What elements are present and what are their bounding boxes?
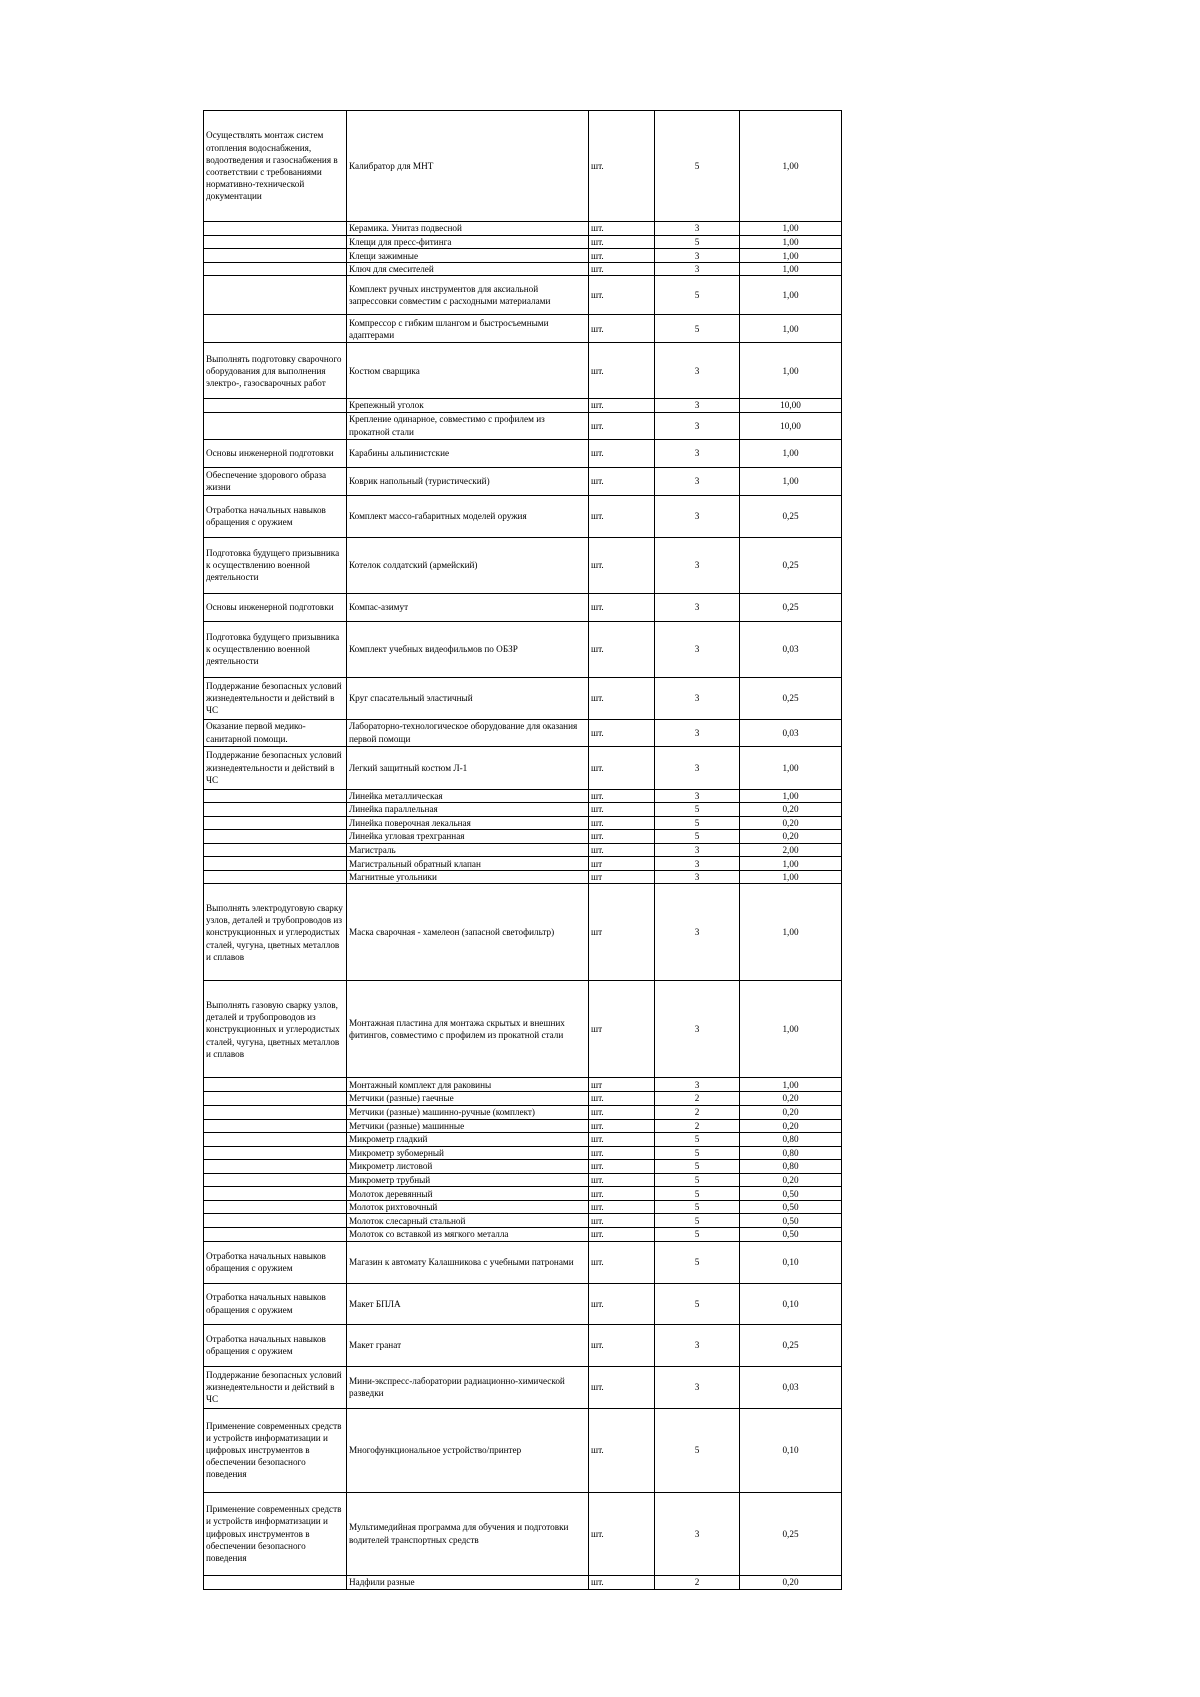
item-cell: Крепежный уголок xyxy=(347,399,589,412)
coefficient-cell: 1,00 xyxy=(740,871,842,884)
unit-cell: шт xyxy=(589,884,655,981)
quantity-cell: 5 xyxy=(655,236,740,249)
unit-cell: шт. xyxy=(589,1174,655,1187)
item-cell: Мультимедийная программа для обучения и подготовки водителей транспортных средств xyxy=(347,1492,589,1575)
quantity-cell: 5 xyxy=(655,276,740,315)
unit-cell: шт xyxy=(589,1078,655,1092)
coefficient-cell: 0,20 xyxy=(740,830,842,844)
unit-cell: шт. xyxy=(589,467,655,495)
table-row xyxy=(204,1119,842,1132)
quantity-cell: 5 xyxy=(655,1132,740,1146)
unit-cell: шт. xyxy=(589,1366,655,1408)
item-cell: Монтажный комплект для раковины xyxy=(347,1078,589,1092)
unit-cell: шт. xyxy=(589,1132,655,1146)
table-row xyxy=(204,1132,842,1146)
coefficient-cell: 1,00 xyxy=(740,276,842,315)
coefficient-cell: 1,00 xyxy=(740,1078,842,1092)
table-row xyxy=(204,249,842,263)
quantity-cell: 3 xyxy=(655,746,740,789)
item-cell: Макет гранат xyxy=(347,1324,589,1366)
table-row xyxy=(204,495,842,537)
unit-cell: шт. xyxy=(589,315,655,343)
activity-cell: Оказание первой медико-санитарной помощи. xyxy=(204,719,347,746)
quantity-cell: 3 xyxy=(655,789,740,802)
activity-cell xyxy=(204,236,347,249)
activity-cell xyxy=(204,871,347,884)
table-row xyxy=(204,343,842,399)
quantity-cell: 5 xyxy=(655,1146,740,1159)
activity-cell xyxy=(204,412,347,439)
activity-cell: Выполнять газовую сварку узлов, деталей и трубопроводов из конструкционных и углеродистых сталей, чугуна, цветных металлов и сплавов xyxy=(204,981,347,1078)
coefficient-cell: 0,10 xyxy=(740,1283,842,1324)
item-cell: Линейка металлическая xyxy=(347,789,589,802)
item-cell: Микрометр зубомерный xyxy=(347,1146,589,1159)
quantity-cell: 3 xyxy=(655,1366,740,1408)
quantity-cell: 5 xyxy=(655,1283,740,1324)
table-row xyxy=(204,1283,842,1324)
table-row xyxy=(204,884,842,981)
table-row xyxy=(204,1092,842,1105)
quantity-cell: 5 xyxy=(655,816,740,829)
unit-cell: шт. xyxy=(589,802,655,816)
unit-cell: шт. xyxy=(589,746,655,789)
quantity-cell: 5 xyxy=(655,1160,740,1174)
item-cell: Монтажная пластина для монтажа скрытых и внешних фитингов, совместимо с профилем из прокатной стали xyxy=(347,981,589,1078)
quantity-cell: 3 xyxy=(655,981,740,1078)
quantity-cell: 3 xyxy=(655,412,740,439)
quantity-cell: 5 xyxy=(655,1241,740,1283)
coefficient-cell: 1,00 xyxy=(740,236,842,249)
unit-cell: шт. xyxy=(589,263,655,276)
table-row xyxy=(204,1575,842,1589)
item-cell: Магнитные угольники xyxy=(347,871,589,884)
quantity-cell: 3 xyxy=(655,537,740,593)
quantity-cell: 5 xyxy=(655,315,740,343)
quantity-cell: 3 xyxy=(655,844,740,857)
quantity-cell: 2 xyxy=(655,1092,740,1105)
quantity-cell: 3 xyxy=(655,1078,740,1092)
unit-cell: шт. xyxy=(589,343,655,399)
item-cell: Компас-азимут xyxy=(347,593,589,621)
quantity-cell: 3 xyxy=(655,1324,740,1366)
coefficient-cell: 1,00 xyxy=(740,789,842,802)
activity-cell xyxy=(204,1119,347,1132)
activity-cell xyxy=(204,1078,347,1092)
quantity-cell: 2 xyxy=(655,1575,740,1589)
activity-cell: Отработка начальных навыков обращения с оружием xyxy=(204,1283,347,1324)
item-cell: Метчики (разные) гаечные xyxy=(347,1092,589,1105)
table-row xyxy=(204,537,842,593)
item-cell: Компрессор с гибким шлангом и быстросъемными адаптерами xyxy=(347,315,589,343)
table-row xyxy=(204,1408,842,1492)
item-cell: Молоток слесарный стальной xyxy=(347,1214,589,1228)
unit-cell: шт. xyxy=(589,1201,655,1214)
coefficient-cell: 0,80 xyxy=(740,1160,842,1174)
table-row xyxy=(204,802,842,816)
unit-cell: шт. xyxy=(589,439,655,467)
quantity-cell: 3 xyxy=(655,467,740,495)
quantity-cell: 3 xyxy=(655,871,740,884)
unit-cell: шт. xyxy=(589,593,655,621)
coefficient-cell: 1,00 xyxy=(740,343,842,399)
activity-cell: Применение современных средств и устройств информатизации и цифровых инструментов в обеспечении безопасного поведения xyxy=(204,1492,347,1575)
activity-cell xyxy=(204,1214,347,1228)
quantity-cell: 3 xyxy=(655,593,740,621)
item-cell: Линейка угловая трехгранная xyxy=(347,830,589,844)
quantity-cell: 3 xyxy=(655,439,740,467)
unit-cell: шт. xyxy=(589,830,655,844)
table-row xyxy=(204,1241,842,1283)
quantity-cell: 5 xyxy=(655,1214,740,1228)
quantity-cell: 5 xyxy=(655,830,740,844)
table-row xyxy=(204,222,842,236)
item-cell: Крепление одинарное, совместимо с профилем из прокатной стали xyxy=(347,412,589,439)
activity-cell xyxy=(204,1146,347,1159)
item-cell: Макет БПЛА xyxy=(347,1283,589,1324)
activity-cell xyxy=(204,830,347,844)
activity-cell: Отработка начальных навыков обращения с оружием xyxy=(204,495,347,537)
item-cell: Метчики (разные) машинные xyxy=(347,1119,589,1132)
activity-cell xyxy=(204,249,347,263)
table-row xyxy=(204,1187,842,1201)
activity-cell xyxy=(204,1575,347,1589)
unit-cell: шт. xyxy=(589,1492,655,1575)
coefficient-cell: 0,03 xyxy=(740,1366,842,1408)
item-cell: Ключ для смесителей xyxy=(347,263,589,276)
coefficient-cell: 1,00 xyxy=(740,111,842,222)
activity-cell: Отработка начальных навыков обращения с оружием xyxy=(204,1324,347,1366)
unit-cell: шт. xyxy=(589,249,655,263)
activity-cell: Основы инженерной подготовки xyxy=(204,439,347,467)
coefficient-cell: 1,00 xyxy=(740,439,842,467)
coefficient-cell: 10,00 xyxy=(740,399,842,412)
activity-cell: Осуществлять монтаж систем отопления водоснабжения, водоотведения и газоснабжения в соответствии с требованиями нормативно-технической документации xyxy=(204,111,347,222)
unit-cell: шт. xyxy=(589,1146,655,1159)
coefficient-cell: 0,50 xyxy=(740,1187,842,1201)
coefficient-cell: 0,25 xyxy=(740,593,842,621)
item-cell: Карабины альпинистские xyxy=(347,439,589,467)
item-cell: Молоток со вставкой из мягкого металла xyxy=(347,1228,589,1241)
activity-cell xyxy=(204,1201,347,1214)
unit-cell: шт. xyxy=(589,236,655,249)
quantity-cell: 3 xyxy=(655,263,740,276)
item-cell: Молоток деревянный xyxy=(347,1187,589,1201)
activity-cell: Отработка начальных навыков обращения с оружием xyxy=(204,1241,347,1283)
coefficient-cell: 0,20 xyxy=(740,802,842,816)
item-cell: Магистраль xyxy=(347,844,589,857)
unit-cell: шт. xyxy=(589,1241,655,1283)
coefficient-cell: 1,00 xyxy=(740,263,842,276)
table-row xyxy=(204,1146,842,1159)
activity-cell: Поддержание безопасных условий жизнедеятельности и действий в ЧС xyxy=(204,746,347,789)
activity-cell xyxy=(204,276,347,315)
unit-cell: шт. xyxy=(589,495,655,537)
table-row xyxy=(204,1228,842,1241)
activity-cell xyxy=(204,222,347,236)
activity-cell xyxy=(204,1105,347,1119)
unit-cell: шт. xyxy=(589,1324,655,1366)
table-row xyxy=(204,1105,842,1119)
coefficient-cell: 0,25 xyxy=(740,495,842,537)
quantity-cell: 5 xyxy=(655,802,740,816)
table-row xyxy=(204,746,842,789)
coefficient-cell: 0,25 xyxy=(740,537,842,593)
item-cell: Комплект учебных видеофильмов по ОБЗР xyxy=(347,621,589,677)
coefficient-cell: 0,50 xyxy=(740,1214,842,1228)
unit-cell: шт. xyxy=(589,1160,655,1174)
item-cell: Мини-экспресс-лаборатории радиационно-химической разведки xyxy=(347,1366,589,1408)
activity-cell xyxy=(204,1092,347,1105)
quantity-cell: 3 xyxy=(655,621,740,677)
table-row xyxy=(204,1078,842,1092)
unit-cell: шт. xyxy=(589,537,655,593)
unit-cell: шт. xyxy=(589,1105,655,1119)
activity-cell xyxy=(204,1228,347,1241)
item-cell: Котелок солдатский (армейский) xyxy=(347,537,589,593)
unit-cell: шт. xyxy=(589,222,655,236)
quantity-cell: 3 xyxy=(655,857,740,871)
table-row xyxy=(204,315,842,343)
item-cell: Микрометр трубный xyxy=(347,1174,589,1187)
unit-cell: шт. xyxy=(589,719,655,746)
coefficient-cell: 0,25 xyxy=(740,1324,842,1366)
quantity-cell: 2 xyxy=(655,1105,740,1119)
activity-cell xyxy=(204,1174,347,1187)
quantity-cell: 3 xyxy=(655,222,740,236)
activity-cell xyxy=(204,844,347,857)
table-row xyxy=(204,412,842,439)
table-row xyxy=(204,789,842,802)
coefficient-cell: 0,80 xyxy=(740,1146,842,1159)
coefficient-cell: 0,03 xyxy=(740,719,842,746)
unit-cell: шт xyxy=(589,981,655,1078)
activity-cell: Поддержание безопасных условий жизнедеятельности и действий в ЧС xyxy=(204,677,347,719)
quantity-cell: 3 xyxy=(655,884,740,981)
table-row xyxy=(204,844,842,857)
coefficient-cell: 0,10 xyxy=(740,1241,842,1283)
table-body xyxy=(204,111,842,1590)
item-cell: Клещи зажимные xyxy=(347,249,589,263)
activity-cell: Подготовка будущего призывника к осуществлению военной деятельности xyxy=(204,537,347,593)
coefficient-cell: 0,80 xyxy=(740,1132,842,1146)
table-row xyxy=(204,276,842,315)
activity-cell xyxy=(204,1160,347,1174)
activity-cell: Выполнять электродуговую сварку узлов, деталей и трубопроводов из конструкционных и углеродистых сталей, чугуна, цветных металлов и сплавов xyxy=(204,884,347,981)
quantity-cell: 5 xyxy=(655,111,740,222)
coefficient-cell: 1,00 xyxy=(740,315,842,343)
item-cell: Керамика. Унитаз подвесной xyxy=(347,222,589,236)
coefficient-cell: 0,20 xyxy=(740,1092,842,1105)
activity-cell: Основы инженерной подготовки xyxy=(204,593,347,621)
unit-cell: шт. xyxy=(589,399,655,412)
item-cell: Линейка поверочная лекальная xyxy=(347,816,589,829)
unit-cell: шт. xyxy=(589,1408,655,1492)
activity-cell xyxy=(204,315,347,343)
coefficient-cell: 0,10 xyxy=(740,1408,842,1492)
unit-cell: шт. xyxy=(589,1228,655,1241)
table-row xyxy=(204,439,842,467)
coefficient-cell: 0,20 xyxy=(740,816,842,829)
table-row xyxy=(204,871,842,884)
unit-cell: шт. xyxy=(589,276,655,315)
table-row xyxy=(204,1324,842,1366)
quantity-cell: 5 xyxy=(655,1174,740,1187)
table-row xyxy=(204,236,842,249)
table-row xyxy=(204,1214,842,1228)
unit-cell: шт. xyxy=(589,1119,655,1132)
coefficient-cell: 0,25 xyxy=(740,677,842,719)
table-row xyxy=(204,1160,842,1174)
coefficient-cell: 1,00 xyxy=(740,884,842,981)
coefficient-cell: 1,00 xyxy=(740,746,842,789)
table-row xyxy=(204,593,842,621)
activity-cell: Подготовка будущего призывника к осуществлению военной деятельности xyxy=(204,621,347,677)
coefficient-cell: 0,20 xyxy=(740,1575,842,1589)
quantity-cell: 5 xyxy=(655,1187,740,1201)
quantity-cell: 5 xyxy=(655,1228,740,1241)
table-row xyxy=(204,677,842,719)
unit-cell: шт. xyxy=(589,111,655,222)
quantity-cell: 3 xyxy=(655,249,740,263)
unit-cell: шт. xyxy=(589,1092,655,1105)
table-row xyxy=(204,621,842,677)
unit-cell: шт xyxy=(589,871,655,884)
activity-cell: Применение современных средств и устройств информатизации и цифровых инструментов в обеспечении безопасного поведения xyxy=(204,1408,347,1492)
table-row xyxy=(204,1201,842,1214)
item-cell: Костюм сварщика xyxy=(347,343,589,399)
quantity-cell: 3 xyxy=(655,399,740,412)
coefficient-cell: 1,00 xyxy=(740,222,842,236)
quantity-cell: 2 xyxy=(655,1119,740,1132)
unit-cell: шт. xyxy=(589,1283,655,1324)
coefficient-cell: 0,50 xyxy=(740,1228,842,1241)
quantity-cell: 5 xyxy=(655,1201,740,1214)
item-cell: Комплект массо-габаритных моделей оружия xyxy=(347,495,589,537)
unit-cell: шт. xyxy=(589,789,655,802)
table-row xyxy=(204,719,842,746)
quantity-cell: 3 xyxy=(655,343,740,399)
item-cell: Метчики (разные) машинно-ручные (комплект) xyxy=(347,1105,589,1119)
coefficient-cell: 0,20 xyxy=(740,1105,842,1119)
item-cell: Магистральный обратный клапан xyxy=(347,857,589,871)
item-cell: Микрометр гладкий xyxy=(347,1132,589,1146)
table-row xyxy=(204,1366,842,1408)
item-cell: Магазин к автомату Калашникова с учебными патронами xyxy=(347,1241,589,1283)
equipment-table xyxy=(203,110,842,1590)
unit-cell: шт. xyxy=(589,1575,655,1589)
coefficient-cell: 0,50 xyxy=(740,1201,842,1214)
item-cell: Круг спасательный эластичный xyxy=(347,677,589,719)
activity-cell: Обеспечение здорового образа жизни xyxy=(204,467,347,495)
item-cell: Лабораторно-технологическое оборудование для оказания первой помощи xyxy=(347,719,589,746)
coefficient-cell: 0,20 xyxy=(740,1119,842,1132)
coefficient-cell: 1,00 xyxy=(740,249,842,263)
item-cell: Линейка параллельная xyxy=(347,802,589,816)
table-row xyxy=(204,1174,842,1187)
coefficient-cell: 1,00 xyxy=(740,467,842,495)
unit-cell: шт. xyxy=(589,677,655,719)
unit-cell: шт. xyxy=(589,621,655,677)
table-row xyxy=(204,857,842,871)
item-cell: Комплект ручных инструментов для аксиальной запрессовки совместим с расходными материалами xyxy=(347,276,589,315)
item-cell: Коврик напольный (туристический) xyxy=(347,467,589,495)
unit-cell: шт. xyxy=(589,1214,655,1228)
table-row xyxy=(204,816,842,829)
item-cell: Калибратор для МНТ xyxy=(347,111,589,222)
activity-cell xyxy=(204,802,347,816)
table-row xyxy=(204,263,842,276)
table-row xyxy=(204,467,842,495)
item-cell: Надфили разные xyxy=(347,1575,589,1589)
table-row xyxy=(204,399,842,412)
activity-cell xyxy=(204,857,347,871)
item-cell: Молоток рихтовочный xyxy=(347,1201,589,1214)
item-cell: Клещи для пресс-фитинга xyxy=(347,236,589,249)
quantity-cell: 3 xyxy=(655,495,740,537)
quantity-cell: 5 xyxy=(655,1408,740,1492)
unit-cell: шт. xyxy=(589,412,655,439)
coefficient-cell: 1,00 xyxy=(740,857,842,871)
activity-cell xyxy=(204,1132,347,1146)
item-cell: Легкий защитный костюм Л-1 xyxy=(347,746,589,789)
unit-cell: шт. xyxy=(589,1187,655,1201)
table-row xyxy=(204,1492,842,1575)
coefficient-cell: 2,00 xyxy=(740,844,842,857)
unit-cell: шт xyxy=(589,857,655,871)
quantity-cell: 3 xyxy=(655,677,740,719)
activity-cell xyxy=(204,789,347,802)
item-cell: Микрометр листовой xyxy=(347,1160,589,1174)
table-row xyxy=(204,111,842,222)
quantity-cell: 3 xyxy=(655,1492,740,1575)
unit-cell: шт. xyxy=(589,844,655,857)
coefficient-cell: 1,00 xyxy=(740,981,842,1078)
unit-cell: шт. xyxy=(589,816,655,829)
quantity-cell: 3 xyxy=(655,719,740,746)
coefficient-cell: 0,25 xyxy=(740,1492,842,1575)
activity-cell xyxy=(204,816,347,829)
activity-cell: Поддержание безопасных условий жизнедеятельности и действий в ЧС xyxy=(204,1366,347,1408)
activity-cell xyxy=(204,263,347,276)
coefficient-cell: 0,03 xyxy=(740,621,842,677)
table-row xyxy=(204,981,842,1078)
table-row xyxy=(204,830,842,844)
activity-cell xyxy=(204,1187,347,1201)
coefficient-cell: 10,00 xyxy=(740,412,842,439)
activity-cell xyxy=(204,399,347,412)
coefficient-cell: 0,20 xyxy=(740,1174,842,1187)
item-cell: Многофункциональное устройство/принтер xyxy=(347,1408,589,1492)
activity-cell: Выполнять подготовку сварочного оборудования для выполнения электро-, газосварочных работ xyxy=(204,343,347,399)
item-cell: Маска сварочная - хамелеон (запасной светофильтр) xyxy=(347,884,589,981)
